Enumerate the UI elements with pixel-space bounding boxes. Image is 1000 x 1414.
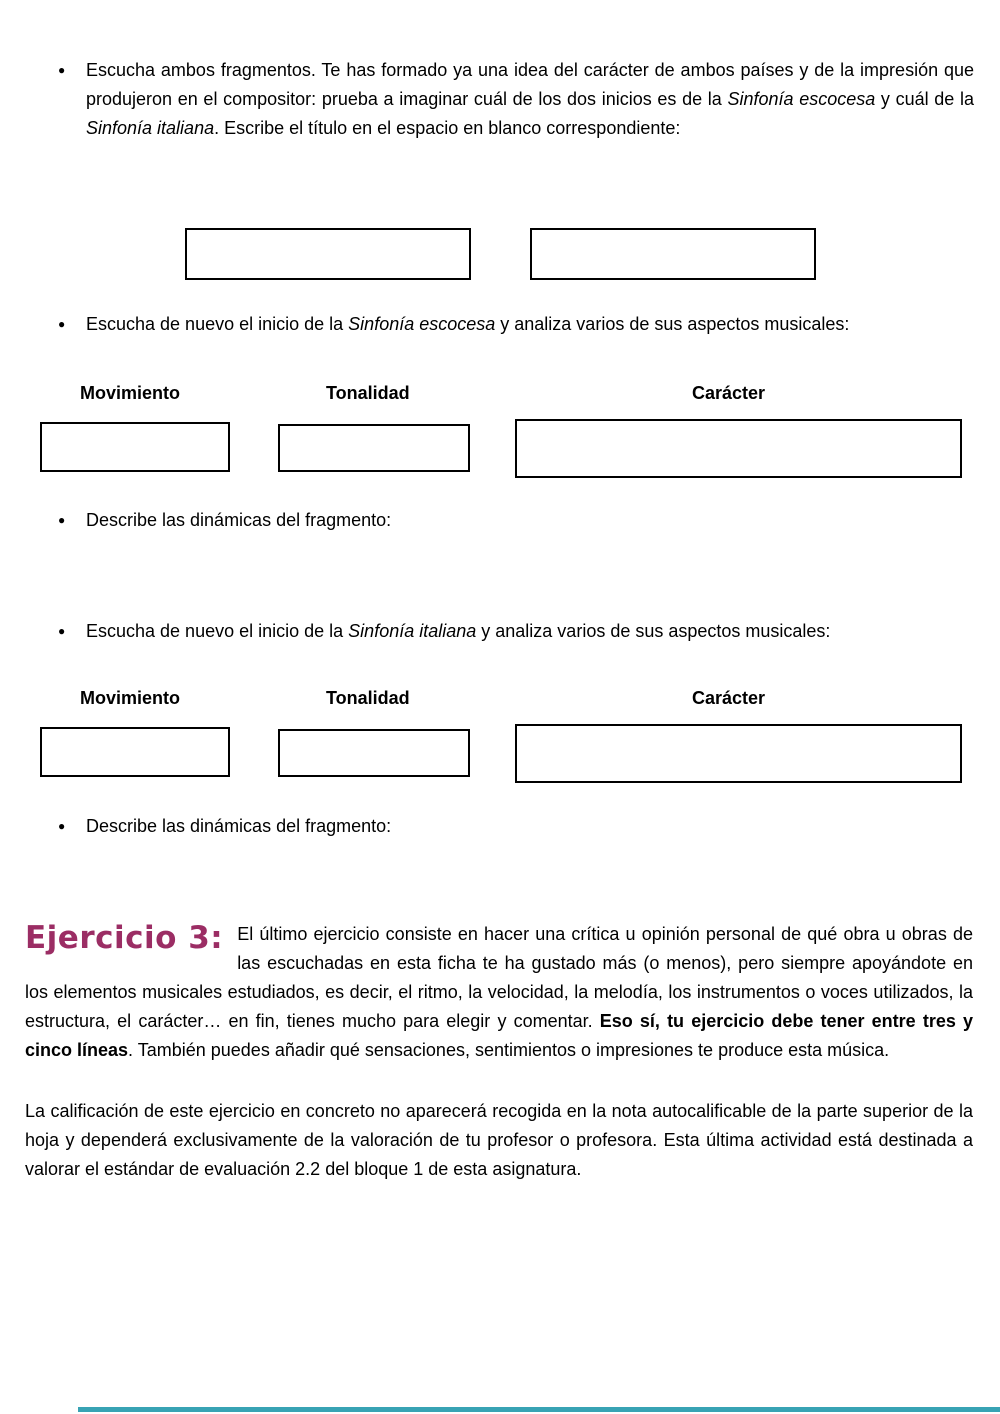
escocesa-movimiento-answer-box[interactable] <box>40 422 230 472</box>
text-segment-italic: Sinfonía escocesa <box>348 314 496 334</box>
text-segment: . Escribe el título en el espacio en blanco correspondiente: <box>214 118 681 138</box>
column-header-tonalidad: Tonalidad <box>326 688 410 708</box>
bullet-dot: ● <box>58 513 66 527</box>
escocesa-tonalidad-answer-box[interactable] <box>278 424 470 472</box>
column-header-movimiento: Movimiento <box>80 688 181 708</box>
text-segment: Escucha de nuevo el inicio de la <box>86 314 349 334</box>
ejercicio-3-heading: Ejercicio 3: <box>25 920 224 956</box>
ejercicio-3-section <box>25 920 973 1065</box>
column-header-caracter: Carácter <box>692 688 766 708</box>
italiana-caracter-answer-box[interactable] <box>515 724 962 783</box>
footer-divider-line <box>78 1407 1000 1412</box>
text-segment-bold: Eso sí, tu ejercicio debe tener entre tres y cinco líneas <box>25 1011 973 1060</box>
describe-dynamics-text: Describe las dinámicas del fragmento: <box>86 816 392 836</box>
describe-dynamics-bullet-italiana <box>58 812 974 841</box>
column-header-movimiento: Movimiento <box>80 383 181 403</box>
instruction-text-escocesa <box>86 310 974 339</box>
instruction-bullet-italiana <box>58 617 974 646</box>
bullet-dot: ● <box>58 63 66 77</box>
text-segment: y analiza varios de sus aspectos musicales: <box>476 621 831 641</box>
escocesa-caracter-answer-box[interactable] <box>515 419 962 478</box>
text-segment-italic: Sinfonía escocesa <box>727 89 876 109</box>
bullet-dot: ● <box>58 317 66 331</box>
describe-dynamics-text: Describe las dinámicas del fragmento: <box>86 510 392 530</box>
describe-dynamics-bullet-escocesa <box>58 506 974 535</box>
italiana-movimiento-answer-box[interactable] <box>40 727 230 777</box>
instruction-text-italiana <box>86 617 974 646</box>
instruction-bullet-titles <box>58 56 974 143</box>
text-segment-italic: Sinfonía italiana <box>86 118 215 138</box>
instruction-bullet-escocesa <box>58 310 974 339</box>
text-segment: . También puedes añadir qué sensaciones, sentimientos o impresiones te produce esta música. <box>128 1040 890 1060</box>
italiana-tonalidad-answer-box[interactable] <box>278 729 470 777</box>
title-answer-box-2[interactable] <box>530 228 816 280</box>
text-segment: El último ejercicio consiste en hacer una crítica u opinión personal de qué obra u obras de las escuchadas en esta ficha te ha gustado más (o menos), pero siempre apoyándote en los elementos musicales estudiados, es decir, el ritmo, la velocidad, la melodía, los instrumentos o voces utilizados, la estructura, el carácter… en fin, tienes mucho para elegir y comentar. <box>25 924 973 1031</box>
bullet-dot: ● <box>58 624 66 638</box>
text-segment: Escucha de nuevo el inicio de la <box>86 621 349 641</box>
text-segment-italic: Sinfonía italiana <box>348 621 477 641</box>
instruction-text-titles <box>86 56 974 143</box>
bullet-dot: ● <box>58 819 66 833</box>
column-header-tonalidad: Tonalidad <box>326 383 410 403</box>
title-answer-box-1[interactable] <box>185 228 471 280</box>
text-segment: y analiza varios de sus aspectos musicales: <box>495 314 850 334</box>
column-header-caracter: Carácter <box>692 383 766 403</box>
text-segment: y cuál de la <box>875 89 974 109</box>
grading-note-paragraph: La calificación de este ejercicio en concreto no aparecerá recogida en la nota autocalificable de la parte superior de la hoja y dependerá exclusivamente de la valoración de tu profesor o profesora. Esta última actividad está destinada a valorar el estándar de evaluación 2.2 del bloque 1 de esta asignatura. <box>25 1101 973 1179</box>
text-segment: Escucha ambos fragmentos. Te has formado ya una idea del carácter de ambos países y de la impresión que produjeron en el compositor: prueba a imaginar cuál de los dos inicios es de la <box>86 60 974 109</box>
